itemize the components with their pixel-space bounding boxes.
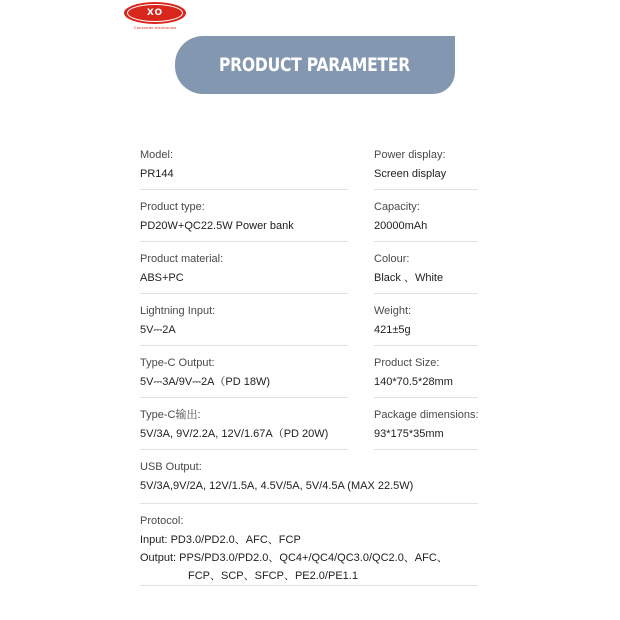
param-label: USB Output: [140,461,202,473]
protocol-output-continued: FCP、SCP、SFCP、PE2.0/PE1.1 [188,570,358,582]
param-value: PR144 [140,168,174,180]
param-value: PD20W+QC22.5W Power bank [140,220,294,232]
param-power-display [374,148,480,190]
param-model [140,148,374,190]
xo-logo [124,2,186,24]
logo-subtext: Consumer electronics [133,25,177,30]
param-value: 140*70.5*28mm [374,376,453,388]
param-value: 93*175*35mm [374,428,444,440]
parameter-table [140,138,480,586]
param-material [140,252,374,294]
table-row [140,398,480,450]
table-row [140,190,480,242]
divider [140,585,478,586]
param-colour [374,252,480,294]
param-value: 5V/3A, 9V/2.2A, 12V/1.67A（PD 20W) [140,428,329,440]
param-label: Protocol: [140,515,184,527]
param-label: Type-C Output: [140,357,215,369]
param-product-size [374,356,480,398]
param-label: Colour: [374,253,410,265]
param-value: 421±5g [374,324,411,336]
param-value: 5V⎓2A [140,324,176,336]
param-label: Product Size: [374,357,440,369]
param-package-dimensions [374,408,480,450]
title-banner [175,36,455,94]
param-label: Power display: [374,149,446,161]
param-usb-output [140,460,480,504]
param-label: Weight: [374,305,412,317]
param-value: Black 、White [374,272,444,284]
protocol-output: Output: PPS/PD3.0/PD2.0、QC4+/QC4/QC3.0/QC2.0、AFC、 [140,552,448,564]
param-label: Capacity: [374,201,420,213]
param-protocol [140,504,480,586]
protocol-input: Input: PD3.0/PD2.0、AFC、FCP [140,534,301,546]
param-value: 20000mAh [374,220,428,232]
param-product-type [140,200,374,242]
param-lightning-input [140,304,374,346]
table-row [140,242,480,294]
param-label: Type-C输出: [140,409,201,421]
param-label: Model: [140,149,174,161]
param-value: 5V/3A,9V/2A, 12V/1.5A, 4.5V/5A, 5V/4.5A (MAX 22.5W) [140,480,414,492]
table-row [140,138,480,190]
param-value: 5V⎓3A/9V⎓2A（PD 18W) [140,376,271,388]
param-value: Screen display [374,168,447,180]
table-row [140,294,480,346]
param-label: Package dimensions: [374,409,479,421]
param-label: Lightning Input: [140,305,216,317]
param-weight [374,304,480,346]
logo-text: XO [127,4,183,22]
param-capacity [374,200,480,242]
param-value: ABS+PC [140,272,184,284]
param-typec-output [140,356,374,398]
param-label: Product material: [140,253,224,265]
table-row [140,450,480,504]
banner-title: PRODUCT PARAMETER [219,54,411,76]
param-typec-cn [140,408,374,450]
table-row [140,346,480,398]
param-label: Product type: [140,201,205,213]
